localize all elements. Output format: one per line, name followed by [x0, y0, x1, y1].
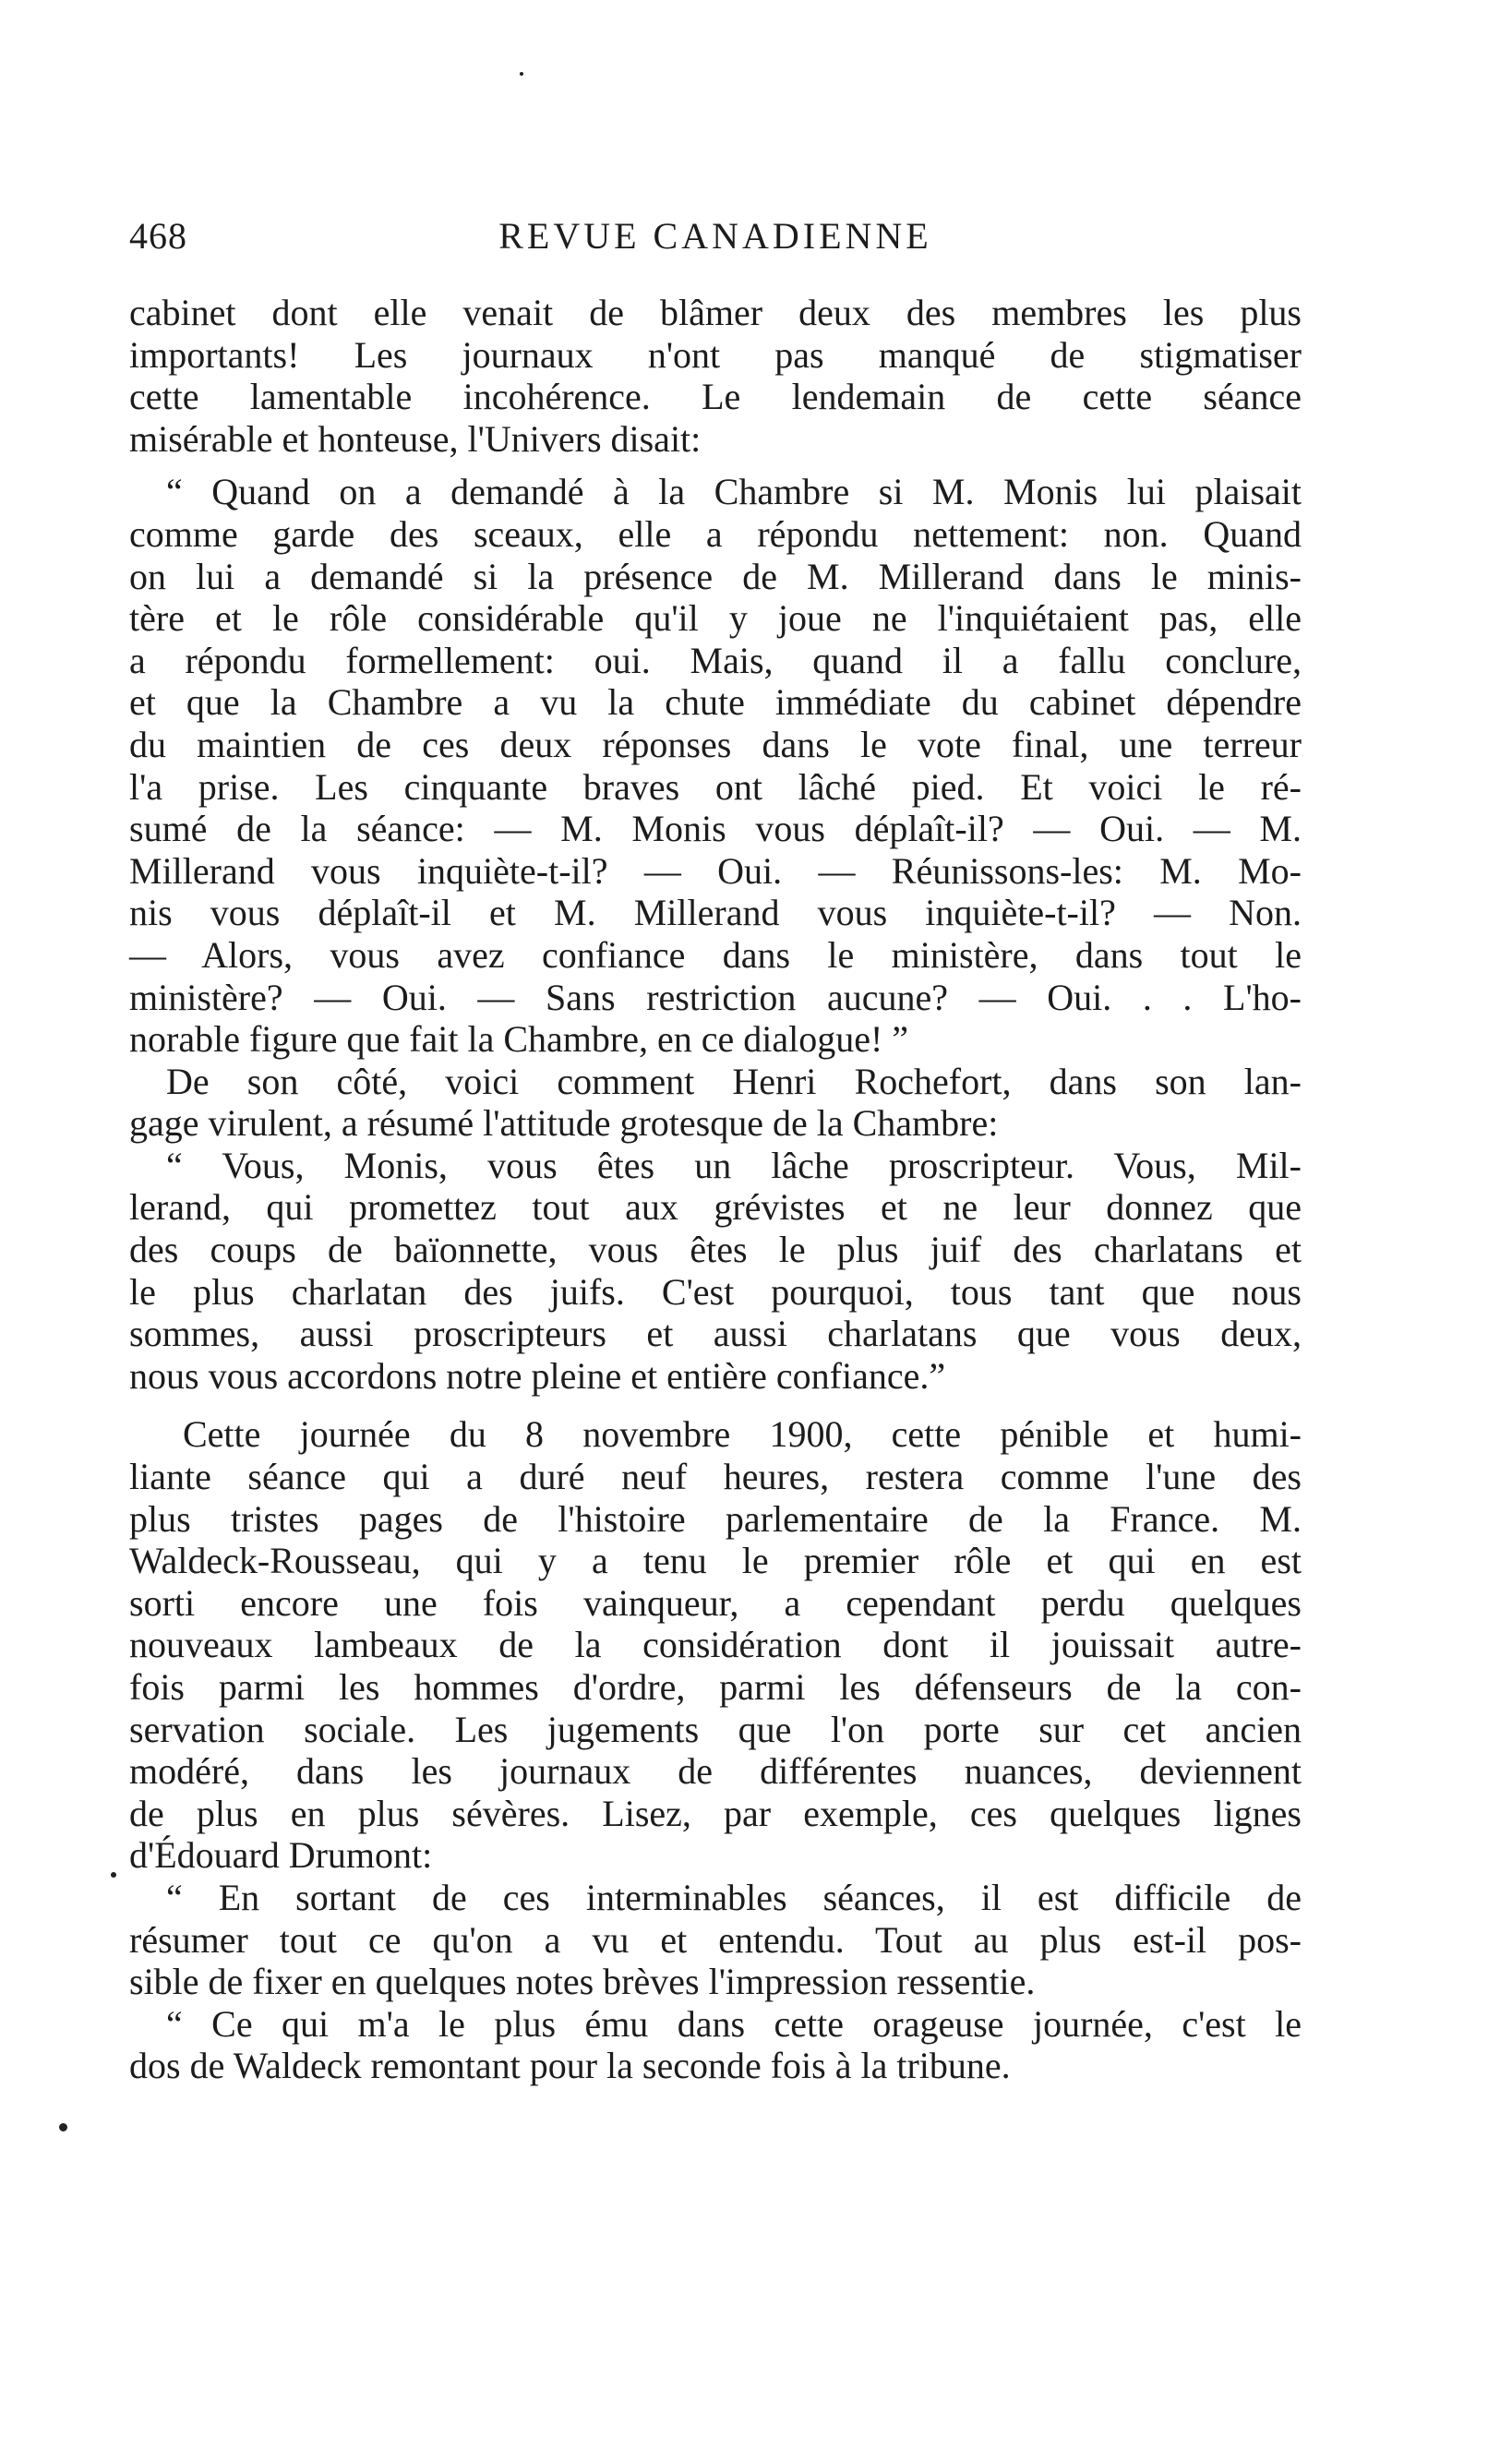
- text-line: modéré, dans les journaux de différentes nuances, deviennent: [129, 1750, 1302, 1793]
- text-line: Cette journée du 8 novembre 1900, cette pénible et humi-: [183, 1413, 1302, 1456]
- text-line: résumer tout ce qu'on a vu et entendu. Tout au plus est-il pos-: [129, 1918, 1302, 1961]
- text-line: de plus en plus sévères. Lisez, par exemple, ces quelques lignes: [129, 1792, 1302, 1834]
- text-line: “ Vous, Monis, vous êtes un lâche proscripteur. Vous, Mil-: [166, 1144, 1302, 1186]
- text-line: De son côté, voici comment Henri Rochefort, dans son lan-: [166, 1060, 1302, 1102]
- text-line: a répondu formellement: oui. Mais, quand il a fallu conclure,: [129, 639, 1302, 681]
- text-line: misérable et honteuse, l'Univers disait:: [129, 417, 702, 460]
- scan-speck: [520, 72, 523, 76]
- scan-speck: [111, 1872, 116, 1878]
- text-line: sommes, aussi proscripteurs et aussi charlatans que vous deux,: [129, 1313, 1302, 1355]
- text-line: Millerand vous inquiète-t-il? — Oui. — Réunissons-les: M. Mo-: [129, 849, 1302, 892]
- text-line: — Alors, vous avez confiance dans le ministère, dans tout le: [129, 933, 1302, 976]
- page-header: [129, 214, 1302, 270]
- text-line: cette lamentable incohérence. Le lendemain de cette séance: [129, 376, 1302, 418]
- text-line: d'Édouard Drumont:: [129, 1834, 433, 1877]
- text-line: “ En sortant de ces interminables séances, il est difficile de: [166, 1876, 1302, 1918]
- text-line: dos de Waldeck remontant pour la seconde fois à la tribune.: [129, 2045, 1011, 2087]
- text-line: nouveaux lambeaux de la considération dont il jouissait autre-: [129, 1624, 1302, 1666]
- running-title: REVUE CANADIENNE: [498, 215, 932, 257]
- text-line: sumé de la séance: — M. Monis vous déplaît-il? — Oui. — M.: [129, 808, 1302, 850]
- text-line: sible de fixer en quelques notes brèves l'impression ressentie.: [129, 1961, 1036, 2003]
- text-line: fois parmi les hommes d'ordre, parmi les défenseurs de la con-: [129, 1666, 1302, 1708]
- text-line: liante séance qui a duré neuf heures, restera comme l'une des: [129, 1456, 1302, 1498]
- body-text: [129, 292, 1302, 2087]
- text-line: tère et le rôle considérable qu'il y joue ne l'inquiétaient pas, elle: [129, 597, 1302, 640]
- text-line: cabinet dont elle venait de blâmer deux des membres les plus: [129, 292, 1302, 333]
- text-line: importants! Les journaux n'ont pas manqué de stigmatiser: [129, 333, 1302, 376]
- text-line: ministère? — Oui. — Sans restriction aucune? — Oui. . . L'ho-: [129, 976, 1302, 1018]
- text-line: norable figure que fait la Chambre, en ce dialogue! ”: [129, 1018, 909, 1061]
- text-line: lerand, qui promettez tout aux grévistes et ne leur donnez que: [129, 1186, 1302, 1229]
- text-line: on lui a demandé si la présence de M. Millerand dans le minis-: [129, 555, 1302, 597]
- text-line: comme garde des sceaux, elle a répondu nettement: non. Quand: [129, 512, 1302, 555]
- scan-speck: [59, 2123, 67, 2131]
- text-line: “ Ce qui m'a le plus ému dans cette orageuse journée, c'est le: [166, 2002, 1302, 2045]
- text-line: sorti encore une fois vainqueur, a cependant perdu quelques: [129, 1581, 1302, 1624]
- text-line: l'a prise. Les cinquante braves ont lâché pied. Et voici le ré-: [129, 765, 1302, 808]
- text-line: des coups de baïonnette, vous êtes le plus juif des charlatans et: [129, 1229, 1302, 1271]
- text-line: nis vous déplaît-il et M. Millerand vous inquiète-t-il? — Non.: [129, 892, 1302, 934]
- text-line: du maintien de ces deux réponses dans le vote final, une terreur: [129, 723, 1302, 765]
- page-number: 468: [129, 215, 187, 257]
- text-line: Waldeck-Rousseau, qui y a tenu le premier rôle et qui en est: [129, 1540, 1302, 1582]
- text-line: nous vous accordons notre pleine et entière confiance.”: [129, 1354, 946, 1397]
- text-line: plus tristes pages de l'histoire parlementaire de la France. M.: [129, 1497, 1302, 1540]
- text-line: gage virulent, a résumé l'attitude grotesque de la Chambre:: [129, 1102, 999, 1145]
- text-line: “ Quand on a demandé à la Chambre si M. Monis lui plaisait: [166, 471, 1302, 513]
- text-line: le plus charlatan des juifs. C'est pourquoi, tous tant que nous: [129, 1270, 1302, 1313]
- text-line: servation sociale. Les jugements que l'on porte sur cet ancien: [129, 1708, 1302, 1750]
- text-line: et que la Chambre a vu la chute immédiate du cabinet dépendre: [129, 681, 1302, 724]
